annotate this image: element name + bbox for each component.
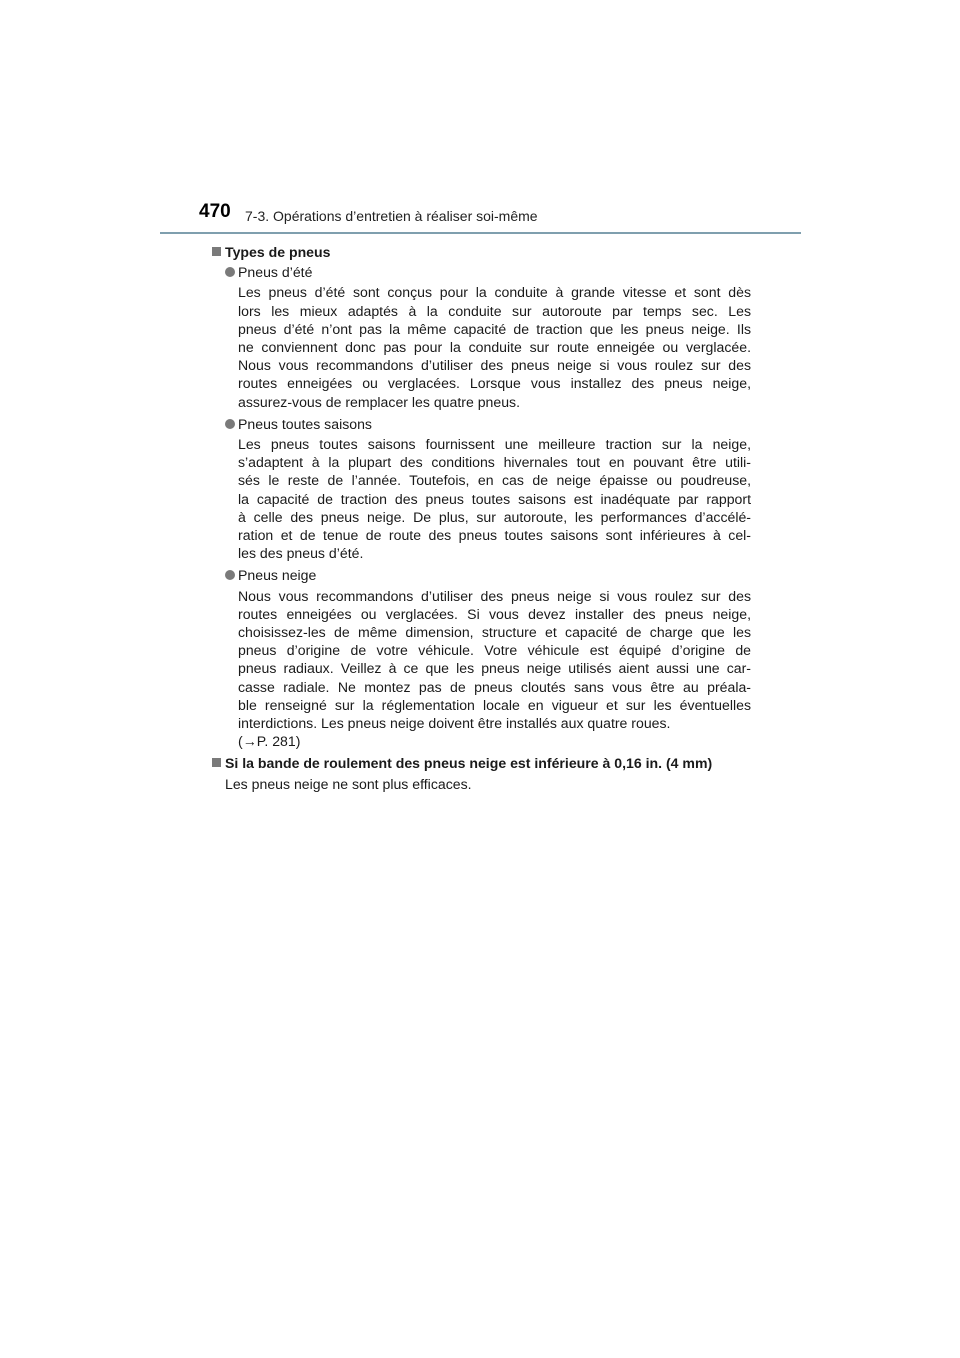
- bullet-title-snow-tires: Pneus neige: [211, 566, 751, 584]
- header-rule: [160, 232, 801, 234]
- text-line: la capacité de traction des pneus toutes saisons est inadéquate par rapport: [238, 490, 751, 507]
- text-line: ne conviennent donc pas pour la conduite sur route enneigée ou verglacée.: [238, 339, 751, 356]
- text-line: pneus d’origine de votre véhicule. Votre véhicule est équipé d’origine de: [238, 642, 751, 659]
- text-line: Nous vous recommandons d’utiliser des pneus neige si vous roulez sur des: [238, 587, 751, 604]
- text-line: pneus radiaux. Veillez à ce que les pneus neige utilisés aient aussi une car-: [238, 660, 751, 677]
- circle-bullet-icon: [225, 419, 235, 429]
- text-line: pneus d’été n’ont pas la même capacité de traction que les pneus neige. Ils: [238, 320, 751, 337]
- text-line: routes enneigées ou verglacées. Si vous devez installer des pneus neige,: [238, 605, 751, 622]
- page-cross-reference[interactable]: (→P. 281): [238, 733, 301, 750]
- text-line: s’adaptent à la plupart des conditions hivernales tout en pouvant être utili-: [238, 454, 751, 471]
- text-line: les des pneus d’été.: [238, 545, 364, 562]
- circle-bullet-icon: [225, 267, 235, 277]
- section-heading-tread-depth: Si la bande de roulement des pneus neige est inférieure à 0,16 in. (4 mm): [211, 754, 751, 772]
- bullet-title-all-season-tires: Pneus toutes saisons: [211, 415, 751, 433]
- text-line: lors les mieux adaptés à la conduite sur autoroute par temps sec. Les: [238, 302, 751, 319]
- text-line: ble renseigné sur la réglementation locale en vigueur et sur les éventuelles: [238, 696, 751, 713]
- chapter-title: 7-3. Opérations d’entretien à réaliser soi-même: [245, 208, 538, 224]
- all-season-tires-paragraph: [211, 435, 751, 562]
- text-line: assurez-vous de remplacer les quatre pneus.: [238, 393, 521, 410]
- text-line: ration et de tenue de route des pneus toutes saisons sont inférieures à cel-: [238, 527, 751, 544]
- text-line: choisissez-les de même dimension, structure et capacité de charge que les: [238, 624, 751, 641]
- text-line: casse radiale. Ne montez pas de pneus cloutés sans vous être au préala-: [238, 678, 751, 695]
- text-line: routes enneigées ou verglacées. Lorsque vous installez des pneus neige,: [238, 375, 751, 392]
- text-line: à celle des pneus neige. De plus, sur autoroute, les performances d’accélé-: [238, 508, 751, 525]
- text-line: Les pneus toutes saisons fournissent une meilleure traction sur la neige,: [238, 436, 751, 453]
- square-bullet-icon: [212, 758, 221, 767]
- text-line: sés le reste de l’année. Toutefois, en cas de neige épaisse ou poudreuse,: [238, 472, 751, 489]
- page-number: 470: [199, 201, 231, 222]
- circle-bullet-icon: [225, 570, 235, 580]
- tread-depth-text: Les pneus neige ne sont plus efficaces.: [225, 775, 472, 792]
- section-heading-tire-types: Types de pneus: [211, 243, 751, 261]
- snow-tires-paragraph: [211, 587, 751, 751]
- text-line: Les pneus d’été sont conçus pour la conduite à grande vitesse et sont dès: [238, 284, 751, 301]
- square-bullet-icon: [212, 247, 221, 256]
- bullet-title-summer-tires: Pneus d’été: [211, 263, 751, 281]
- text-line: Nous vous recommandons d’utiliser des pneus neige si vous roulez sur des: [238, 357, 751, 374]
- summer-tires-paragraph: [211, 283, 751, 410]
- text-line: interdictions. Les pneus neige doivent être installés aux quatre roues.: [238, 715, 671, 732]
- page-content: [211, 243, 751, 793]
